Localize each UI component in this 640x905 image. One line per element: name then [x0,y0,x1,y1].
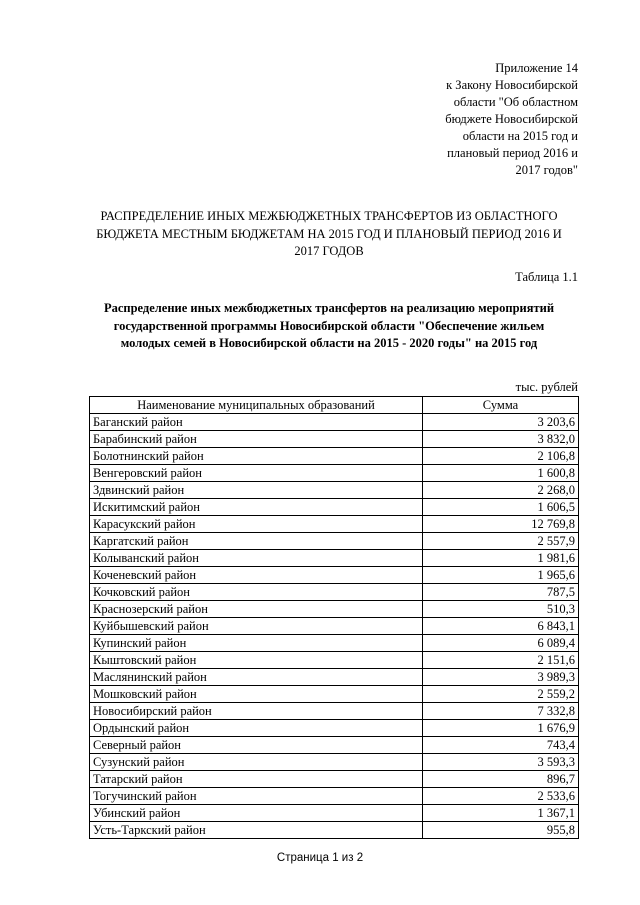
table-row [90,788,579,805]
table-row [90,703,579,720]
municipality-name: Венгеровский район [90,465,423,482]
municipality-name: Болотнинский район [90,448,423,465]
header-name: Наименование муниципальных образований [90,397,423,414]
sum-value: 1 600,8 [423,465,579,482]
table-row [90,652,579,669]
municipality-name: Куйбышевский район [90,618,423,635]
appendix-line: плановый период 2016 и [447,146,578,160]
table-row [90,618,579,635]
sum-value: 743,4 [423,737,579,754]
transfers-table [89,396,579,839]
sum-value: 2 268,0 [423,482,579,499]
appendix-line: бюджете Новосибирской [445,112,578,126]
table-row [90,669,579,686]
appendix-note [408,60,578,179]
municipality-name: Краснозерский район [90,601,423,618]
title-line: БЮДЖЕТА МЕСТНЫМ БЮДЖЕТАМ НА 2015 ГОД И ПЛАНОВЫЙ ПЕРИОД 2016 И [96,226,562,241]
sum-value: 2 559,2 [423,686,579,703]
title-line: 2017 ГОДОВ [294,244,364,258]
sum-value: 2 106,8 [423,448,579,465]
table-header-row [90,397,579,414]
subtitle-line: Распределение иных межбюджетных трансфертов на реализацию мероприятий [103,301,555,315]
municipality-name: Мошковский район [90,686,423,703]
title-line: РАСПРЕДЕЛЕНИЕ ИНЫХ МЕЖБЮДЖЕТНЫХ ТРАНСФЕРТОВ ИЗ ОБЛАСТНОГО [100,209,558,223]
sum-value: 1 676,9 [423,720,579,737]
table-body [90,414,579,839]
document-title [80,208,578,261]
table-row [90,448,579,465]
municipality-name: Убинский район [90,805,423,822]
table-row [90,720,579,737]
sum-value: 2 533,6 [423,788,579,805]
municipality-name: Искитимский район [90,499,423,516]
sum-value: 12 769,8 [423,516,579,533]
municipality-name: Кочковский район [90,584,423,601]
table-row [90,431,579,448]
appendix-line: области "Об областном [453,95,578,109]
page-footer: Страница 1 из 2 [276,852,364,864]
municipality-name: Усть-Таркский район [90,822,423,839]
municipality-name: Каргатский район [90,533,423,550]
municipality-name: Татарский район [90,771,423,788]
sum-value: 896,7 [423,771,579,788]
municipality-name: Маслянинский район [90,669,423,686]
municipality-name: Коченевский район [90,567,423,584]
table-row [90,686,579,703]
table-row [90,635,579,652]
municipality-name: Колыванский район [90,550,423,567]
municipality-name: Тогучинский район [90,788,423,805]
table-row [90,482,579,499]
municipality-name: Купинский район [90,635,423,652]
sum-value: 3 989,3 [423,669,579,686]
table-row [90,805,579,822]
subtitle-line: государственной программы Новосибирской области "Обеспечение жильем [113,318,545,333]
municipality-name: Северный район [90,737,423,754]
sum-value: 1 606,5 [423,499,579,516]
table-row [90,771,579,788]
municipality-name: Здвинский район [90,482,423,499]
appendix-line: 2017 годов" [515,163,578,177]
table-row [90,584,579,601]
sum-value: 510,3 [423,601,579,618]
table-subtitle [80,300,578,353]
header-sum: Сумма [423,397,579,414]
municipality-name: Сузунский район [90,754,423,771]
municipality-name: Барабинский район [90,431,423,448]
table-row [90,465,579,482]
sum-value: 6 089,4 [423,635,579,652]
sum-value: 1 367,1 [423,805,579,822]
sum-value: 3 593,3 [423,754,579,771]
sum-value: 1 981,6 [423,550,579,567]
table-row [90,737,579,754]
sum-value: 955,8 [423,822,579,839]
sum-value: 7 332,8 [423,703,579,720]
subtitle-line: молодых семей в Новосибирской области на 2015 - 2020 годы" на 2015 год [120,336,538,350]
sum-value: 3 203,6 [423,414,579,431]
sum-value: 787,5 [423,584,579,601]
table-row [90,567,579,584]
appendix-line: области на 2015 год и [462,129,578,143]
sum-value: 2 557,9 [423,533,579,550]
table-number: Таблица 1.1 [515,270,578,284]
appendix-line: Приложение 14 [495,61,578,75]
sum-value: 6 843,1 [423,618,579,635]
municipality-name: Новосибирский район [90,703,423,720]
table-row [90,601,579,618]
municipality-name: Карасукский район [90,516,423,533]
sum-value: 3 832,0 [423,431,579,448]
table-row [90,822,579,839]
sum-value: 1 965,6 [423,567,579,584]
table-row [90,499,579,516]
units-label: тыс. рублей [515,380,578,394]
table-row [90,533,579,550]
municipality-name: Баганский район [90,414,423,431]
appendix-line: к Закону Новосибирской [446,78,578,92]
municipality-name: Кыштовский район [90,652,423,669]
sum-value: 2 151,6 [423,652,579,669]
table-row [90,754,579,771]
table-row [90,516,579,533]
municipality-name: Ордынский район [90,720,423,737]
table-row [90,414,579,431]
table-row [90,550,579,567]
